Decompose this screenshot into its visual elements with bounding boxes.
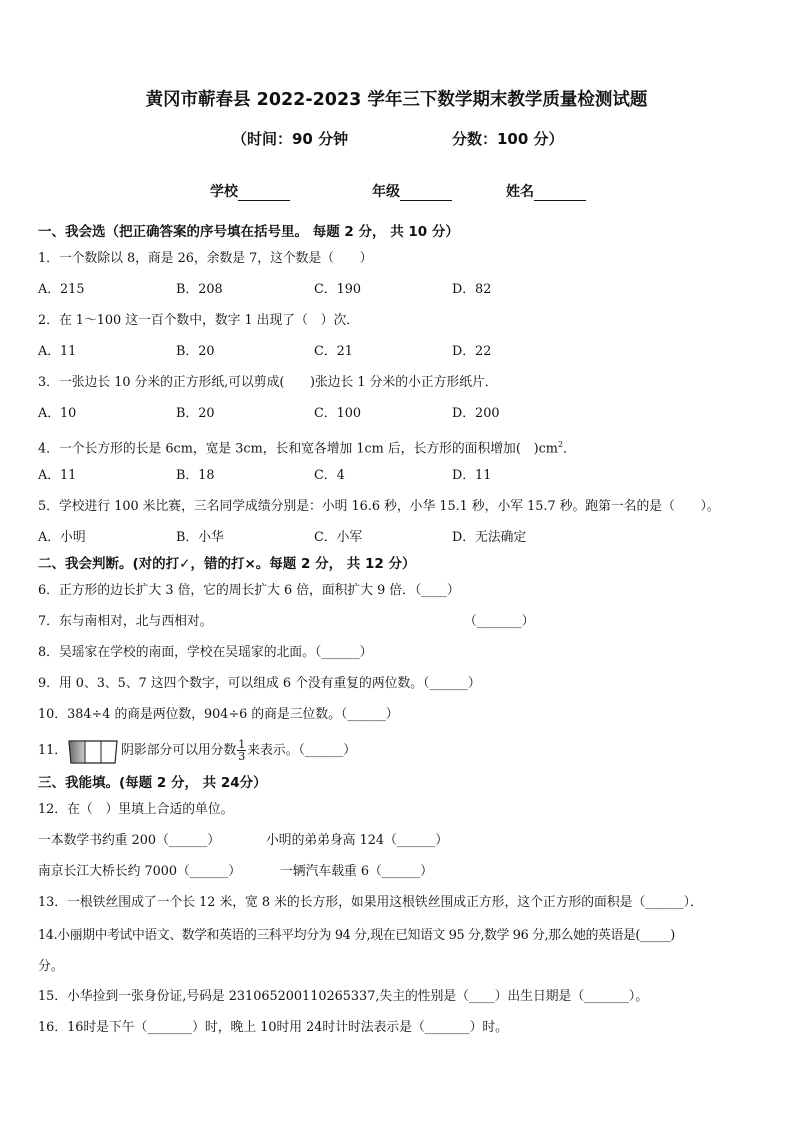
q11-end: 来表示。（______） bbox=[247, 743, 357, 758]
q5-option-a[interactable]: A．小明 bbox=[38, 530, 86, 545]
q11-text: 阴影部分可以用分数 bbox=[121, 743, 237, 758]
question-11 bbox=[38, 736, 356, 766]
question-3: 3．一张边长 10 分米的正方形纸,可以剪成( )张边长 1 分米的小正方形纸片． bbox=[38, 375, 498, 390]
q7-answer-blank[interactable]: （_______） bbox=[464, 614, 535, 629]
q1-option-c[interactable]: C．190 bbox=[314, 282, 362, 297]
question-1: 1．一个数除以 8，商是 26，余数是 7，这个数是（ ） bbox=[38, 251, 373, 266]
q4-option-a[interactable]: A．11 bbox=[38, 468, 77, 483]
q12-part-a-right: 小明的弟弟身高 124（______） bbox=[266, 833, 449, 848]
grade-blank[interactable] bbox=[400, 186, 452, 201]
q5-option-d[interactable]: D．无法确定 bbox=[452, 530, 527, 545]
question-16: 16．16时是下午（_______）时，晚上 10时用 24时计时法表示是（_______）时。 bbox=[38, 1020, 508, 1035]
q1-option-d[interactable]: D．82 bbox=[452, 282, 492, 297]
exam-score: 分数：100 分） bbox=[452, 130, 564, 148]
name-label: 姓名 bbox=[506, 184, 534, 200]
question-2: 2．在 1～100 这一百个数中，数字 1 出现了（ ）次． bbox=[38, 313, 360, 328]
q4-option-d[interactable]: D．11 bbox=[452, 468, 492, 483]
q3-option-a[interactable]: A．10 bbox=[38, 406, 77, 421]
q3-option-c[interactable]: C．100 bbox=[314, 406, 362, 421]
name-field bbox=[506, 181, 586, 201]
question-14-line-2: 分。 bbox=[38, 959, 64, 974]
question-7: 7．东与南相对，北与西相对。 bbox=[38, 614, 213, 629]
question-9: 9．用 0、3、5、7 这四个数字，可以组成 6 个没有重复的两位数。（______） bbox=[38, 676, 481, 691]
q11-numerator: 1 bbox=[238, 738, 246, 751]
school-label: 学校 bbox=[210, 184, 238, 200]
exam-time: （时间：90 分钟 bbox=[232, 130, 349, 148]
q12-part-a-left: 一本数学书约重 200（______） bbox=[38, 833, 221, 848]
q4-option-b[interactable]: B．18 bbox=[176, 468, 215, 483]
school-blank[interactable] bbox=[238, 186, 290, 201]
q4-end: ． bbox=[563, 441, 576, 457]
q2-option-b[interactable]: B．20 bbox=[176, 344, 215, 359]
question-12: 12．在（ ）里填上合适的单位。 bbox=[38, 802, 234, 817]
grade-label: 年级 bbox=[372, 184, 400, 200]
grade-field bbox=[372, 181, 452, 201]
q5-option-b[interactable]: B．小华 bbox=[176, 530, 224, 545]
q2-option-c[interactable]: C．21 bbox=[314, 344, 353, 359]
question-5: 5．学校进行 100 米比赛，三名同学成绩分别是：小明 16.6 秒，小华 15.1 秒，小军 15.7 秒。跑第一名的是（ ）。 bbox=[38, 499, 720, 514]
q5-option-c[interactable]: C．小军 bbox=[314, 530, 363, 545]
section-3-heading: 三、我能填。(每题 2 分， 共 24分） bbox=[38, 775, 267, 791]
question-14-line-1: 14.小丽期中考试中语文、数学和英语的三科平均分为 94 分,现在已知语文 95 分,数学 96 分,那么她的英语是(_____) bbox=[38, 928, 675, 943]
name-blank[interactable] bbox=[534, 186, 586, 201]
question-10: 10．384÷4 的商是两位数，904÷6 的商是三位数。（______） bbox=[38, 707, 399, 722]
q12-part-b-left: 南京长江大桥长约 7000（______） bbox=[38, 864, 241, 879]
question-6: 6．正方形的边长扩大 3 倍，它的周长扩大 6 倍，面积扩大 9 倍．（____） bbox=[38, 583, 460, 598]
question-13: 13．一根铁丝围成了一个长 12 米，宽 8 米的长方形，如果用这根铁丝围成正方形，这个正方形的面积是（______）． bbox=[38, 895, 703, 910]
question-8: 8．吴瑶家在学校的南面，学校在吴瑶家的北面。（______） bbox=[38, 645, 373, 660]
question-4 bbox=[38, 437, 576, 457]
q3-option-b[interactable]: B．20 bbox=[176, 406, 215, 421]
q2-option-d[interactable]: D．22 bbox=[452, 344, 492, 359]
q1-option-a[interactable]: A．215 bbox=[38, 282, 85, 297]
q11-label: 11． bbox=[38, 743, 68, 758]
question-15: 15．小华捡到一张身份证,号码是 231065200110265337,失主的性别是（____）出生日期是（_______）。 bbox=[38, 989, 649, 1004]
q4-superscript: 2 bbox=[557, 440, 564, 449]
q4-option-c[interactable]: C．4 bbox=[314, 468, 345, 483]
q11-shaded-figure bbox=[67, 738, 119, 764]
exam-title: 黄冈市蕲春县 2022-2023 学年三下数学期末教学质量检测试题 bbox=[145, 90, 648, 110]
q2-option-a[interactable]: A．11 bbox=[38, 344, 77, 359]
q11-shaded-part bbox=[69, 741, 85, 763]
section-2-heading: 二、我会判断。(对的打✓，错的打×。每题 2 分， 共 12 分） bbox=[38, 556, 416, 572]
q11-fraction bbox=[237, 739, 246, 762]
q4-text: 4．一个长方形的长是 6cm，宽是 3cm，长和宽各增加 1cm 后，长方形的面积增加( )cm bbox=[38, 441, 558, 457]
q11-denominator: 3 bbox=[238, 750, 246, 763]
school-field bbox=[210, 181, 290, 201]
q12-part-b-right: 一辆汽车载重 6（______） bbox=[280, 864, 433, 879]
q1-option-b[interactable]: B．208 bbox=[176, 282, 223, 297]
q3-option-d[interactable]: D．200 bbox=[452, 406, 500, 421]
section-1-heading: 一、我会选（把正确答案的序号填在括号里。 每题 2 分， 共 10 分） bbox=[38, 224, 459, 240]
